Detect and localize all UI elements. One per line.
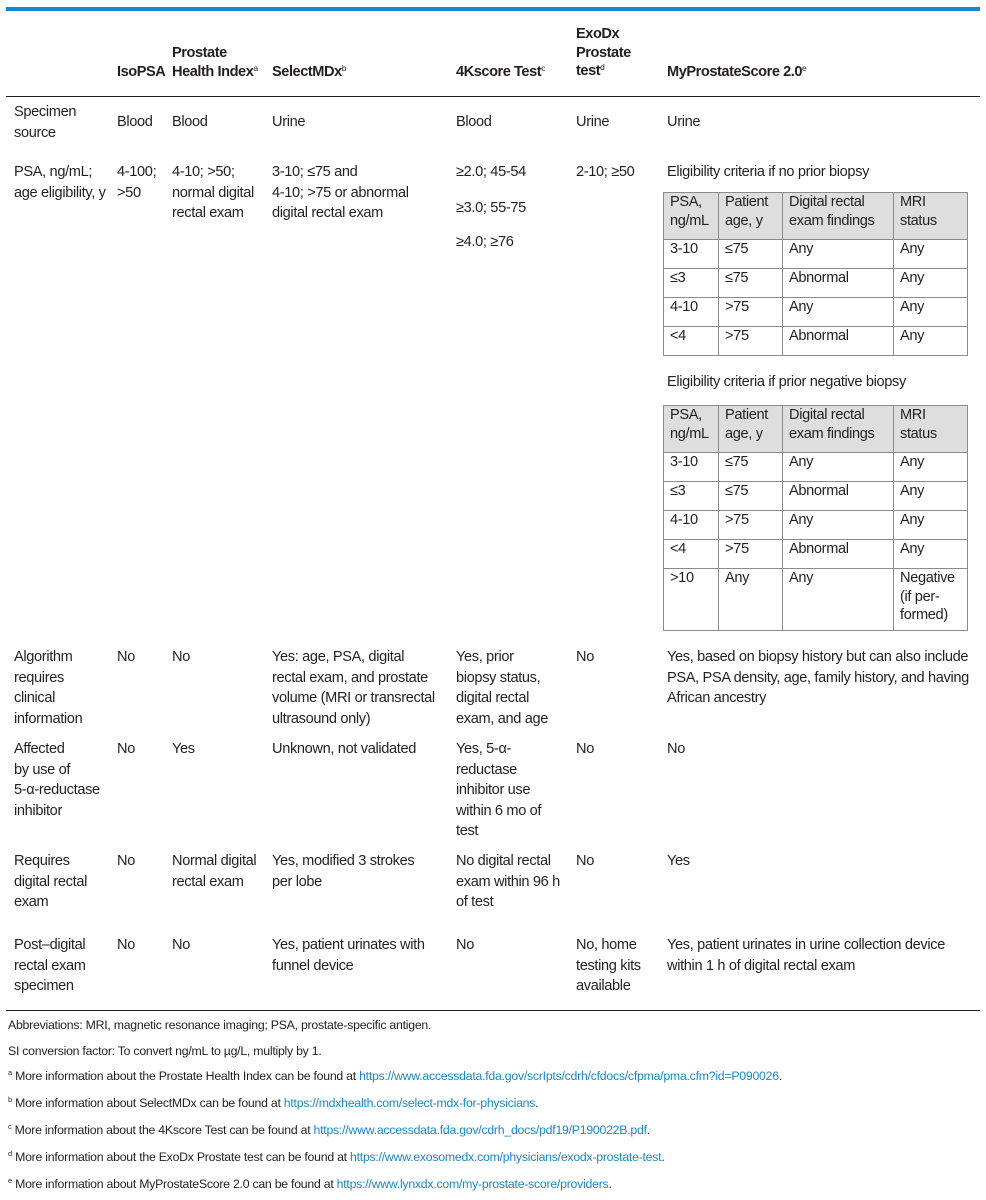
cell-algorithm-phi: No: [172, 649, 190, 665]
sub-header-dre: Digital rectal exam findings: [783, 406, 894, 453]
cell-algorithm-isopsa: No: [117, 649, 135, 665]
sub-cell: Any: [894, 511, 968, 540]
cell-affected-4kscore: Yes, 5-α- reductase inhibitor use within 6 mo of test: [456, 741, 542, 840]
cell-requires-dre-4kscore: No digital rectal exam within 96 h of test: [456, 853, 560, 911]
subtable-row: [664, 540, 968, 569]
cell-affected-selectmdx: Unknown, not validated: [272, 741, 417, 757]
subtable-row: [664, 327, 968, 356]
cell-algorithm-4kscore: Yes, prior biopsy status, digital rectal exam, and age: [456, 649, 548, 727]
footnote-a: $^a$ More information about the Prostate Health Index can be found at https://www.accessdata.fda.gov/scrIpts/cdrh/cfdocs/cfpma/pma.cfm?id=P090026.: [8, 1068, 782, 1083]
footnote-c-link[interactable]: https://www.accessdata.fda.gov/cdrh_docs/pdf19/P190022B.pdf: [313, 1123, 647, 1137]
subtable-header-row: [664, 406, 968, 453]
sub-cell: ≤75: [719, 240, 783, 269]
sub-cell: <4: [664, 327, 719, 356]
cell-psa-4kscore-2: ≥3.0; 55-75: [456, 200, 526, 216]
bottom-rule: [6, 1010, 980, 1011]
sub-cell: Any: [894, 269, 968, 298]
cell-affected-exodx: No: [576, 741, 594, 757]
sub-cell: >75: [719, 298, 783, 327]
header-isopsa: IsoPSA: [117, 64, 166, 80]
header-phi: Prostate Health Index$^a$: [172, 45, 258, 80]
sub-cell: Any: [894, 240, 968, 269]
sub-cell: Any: [894, 540, 968, 569]
sub-cell: ≤75: [719, 453, 783, 482]
cell-requires-dre-mps: Yes: [667, 853, 690, 869]
cell-affected-mps: No: [667, 741, 685, 757]
cell-psa-phi: 4-10; >50; normal digital rectal exam: [172, 164, 254, 222]
cell-post-dre-mps: Yes, patient urinates in urine collection device within 1 h of digital rectal exam: [667, 937, 945, 974]
sub-cell: Abnormal: [783, 540, 894, 569]
footnote-b-link[interactable]: https://mdxhealth.com/select-mdx-for-physicians: [283, 1096, 536, 1110]
cell-requires-dre-isopsa: No: [117, 853, 135, 869]
subtable-row: [664, 569, 968, 631]
sub-cell: Negative (if per- formed): [894, 569, 968, 631]
sub-cell: Any: [894, 482, 968, 511]
header-4kscore: 4Kscore Test$^c$: [456, 63, 545, 80]
footnote-a-link[interactable]: https://www.accessdata.fda.gov/scrIpts/cdrh/cfdocs/cfpma/pma.cfm?id=P090026: [359, 1069, 779, 1083]
sub-header-age: Patient age, y: [719, 406, 783, 453]
footnote-e-link[interactable]: https://www.lynxdx.com/my-prostate-score/providers: [336, 1177, 609, 1191]
sub-cell: Any: [783, 298, 894, 327]
footnote-b: $^b$ More information about SelectMDx can be found at https://mdxhealth.com/select-mdx-for-physicians.: [8, 1095, 539, 1110]
sub-cell: ≤75: [719, 482, 783, 511]
header-myprostatescore: MyProstateScore 2.0e: [667, 63, 807, 80]
sub-cell: >10: [664, 569, 719, 631]
sub-cell: Abnormal: [783, 269, 894, 298]
cell-specimen-selectmdx: Urine: [272, 114, 306, 130]
sub-cell: Any: [783, 511, 894, 540]
row-label-post-dre: Post–digital rectal exam specimen: [14, 937, 86, 995]
sub-cell: Any: [894, 327, 968, 356]
top-rule: [6, 7, 980, 11]
subtable-row: [664, 269, 968, 298]
cell-requires-dre-selectmdx: Yes, modified 3 strokes per lobe: [272, 853, 415, 890]
sub-cell: Any: [894, 298, 968, 327]
mps-prior-neg-title: Eligibility criteria if prior negative biopsy: [667, 374, 906, 390]
sub-cell: 3-10: [664, 453, 719, 482]
subtable-row: [664, 453, 968, 482]
subtable-row: [664, 482, 968, 511]
sub-cell: Abnormal: [783, 327, 894, 356]
cell-post-dre-isopsa: No: [117, 937, 135, 953]
cell-post-dre-phi: No: [172, 937, 190, 953]
row-label-affected: Affected by use of 5-α-reductase inhibitor: [14, 741, 100, 819]
cell-specimen-isopsa: Blood: [117, 114, 153, 130]
sub-header-mri: MRI status: [894, 193, 968, 240]
sub-cell: >75: [719, 511, 783, 540]
footnote-d-link[interactable]: https://www.exosomedx.com/physicians/exodx-prostate-test: [350, 1150, 662, 1164]
cell-specimen-4kscore: Blood: [456, 114, 492, 130]
sub-cell: Abnormal: [783, 482, 894, 511]
sub-cell: >75: [719, 540, 783, 569]
sub-header-psa: PSA, ng/mL: [664, 406, 719, 453]
cell-algorithm-mps: Yes, based on biopsy history but can also include PSA, PSA density, age, family history, and having African ancestry: [667, 649, 969, 707]
cell-psa-exodx: 2-10; ≥50: [576, 164, 635, 180]
subtable-row: [664, 511, 968, 540]
sub-cell: ≤75: [719, 269, 783, 298]
cell-post-dre-selectmdx: Yes, patient urinates with funnel device: [272, 937, 425, 974]
sub-cell: Any: [783, 569, 894, 631]
cell-post-dre-4kscore: No: [456, 937, 474, 953]
subtable-row: [664, 240, 968, 269]
row-label-psa: PSA, ng/mL; age eligibility, y: [14, 164, 106, 201]
cell-psa-4kscore-1: ≥2.0; 45-54: [456, 164, 526, 180]
sub-cell: Any: [894, 453, 968, 482]
subtable-row: [664, 298, 968, 327]
footnote-e: $^e$ More information about MyProstateScore 2.0 can be found at https://www.lynxdx.com/my-prostate-score/providers.: [8, 1176, 612, 1191]
sub-cell: Any: [783, 240, 894, 269]
sub-cell: >75: [719, 327, 783, 356]
sub-header-mri: MRI status: [894, 406, 968, 453]
cell-specimen-phi: Blood: [172, 114, 208, 130]
row-label-requires-dre: Requires digital rectal exam: [14, 853, 87, 911]
header-exodx: ExoDx Prostate test$^d$: [576, 26, 631, 80]
abbreviations-note: Abbreviations: MRI, magnetic resonance imaging; PSA, prostate-specific antigen.: [8, 1018, 432, 1032]
row-label-specimen: Specimen source: [14, 104, 77, 141]
cell-affected-isopsa: No: [117, 741, 135, 757]
cell-specimen-mps: Urine: [667, 114, 701, 130]
si-conversion-note: SI conversion factor: To convert ng/mL to µg/L, multiply by 1.: [8, 1044, 322, 1058]
cell-psa-isopsa: 4-100; >50: [117, 164, 157, 201]
subtable-header-row: [664, 193, 968, 240]
cell-algorithm-selectmdx: Yes: age, PSA, digital rectal exam, and prostate volume (MRI or transrectal ultrasound only): [272, 649, 435, 727]
cell-post-dre-exodx: No, home testing kits available: [576, 937, 641, 995]
mps-no-prior-title: Eligibility criteria if no prior biopsy: [667, 164, 870, 180]
cell-requires-dre-exodx: No: [576, 853, 594, 869]
sub-cell: 3-10: [664, 240, 719, 269]
mps-no-prior-table: [663, 192, 968, 356]
sub-cell: ≤3: [664, 482, 719, 511]
cell-algorithm-exodx: No: [576, 649, 594, 665]
footnote-d: $^d$ More information about the ExoDx Prostate test can be found at https://www.exosomedx.com/physicians/exodx-prostate-test.: [8, 1149, 665, 1164]
header-selectmdx: SelectMDx$^b$: [272, 63, 347, 80]
sub-cell: Any: [783, 453, 894, 482]
header-rule: [6, 96, 980, 97]
sub-cell: 4-10: [664, 511, 719, 540]
row-label-algorithm: Algorithm requires clinical information: [14, 649, 83, 727]
sub-header-psa: PSA, ng/mL: [664, 193, 719, 240]
cell-specimen-exodx: Urine: [576, 114, 610, 130]
sub-cell: ≤3: [664, 269, 719, 298]
footnote-c: $^c$ More information about the 4Kscore Test can be found at https://www.accessdata.fda.gov/cdrh_docs/pdf19/P190022B.pdf.: [8, 1122, 650, 1137]
sub-cell: Any: [719, 569, 783, 631]
sub-header-age: Patient age, y: [719, 193, 783, 240]
sub-cell: 4-10: [664, 298, 719, 327]
sub-header-dre: Digital rectal exam findings: [783, 193, 894, 240]
sub-cell: <4: [664, 540, 719, 569]
cell-affected-phi: Yes: [172, 741, 195, 757]
cell-psa-selectmdx: 3-10; ≤75 and 4-10; >75 or abnormal digital rectal exam: [272, 164, 409, 222]
cell-requires-dre-phi: Normal digital rectal exam: [172, 853, 257, 890]
mps-prior-neg-table: [663, 405, 968, 631]
cell-psa-4kscore-3: ≥4.0; ≥76: [456, 234, 514, 250]
